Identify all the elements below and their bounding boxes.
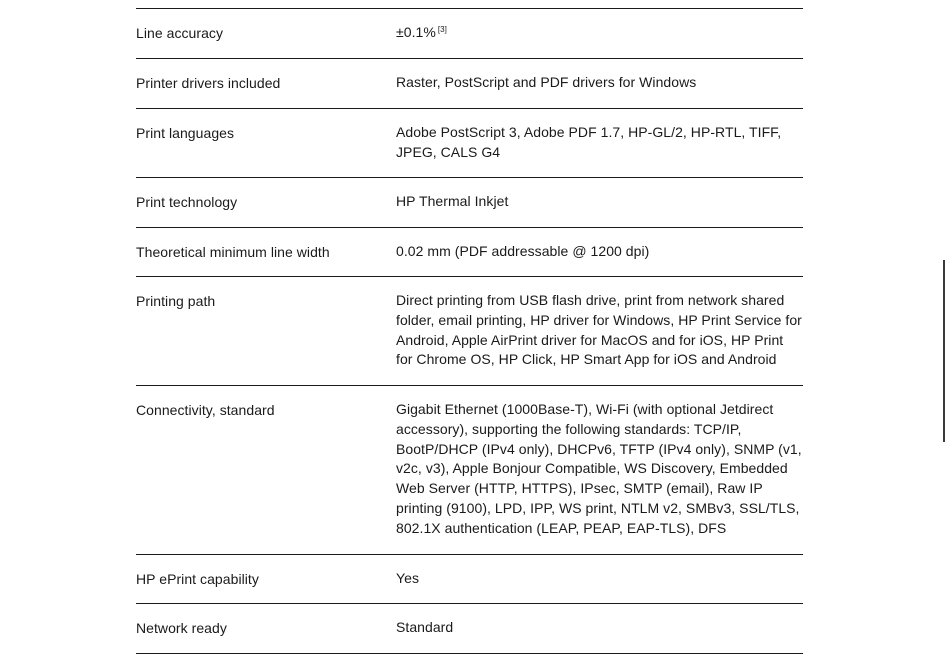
spec-value: Gigabit Ethernet (1000Base-T), Wi-Fi (with optional Jetdirect accessory), supporting the following standards: TCP/IP, BootP/DHCP (IPv4 only), DHCPv6, TFTP (IPv4 only), SNMP (v1, v2c, v3), Apple Bonjour Compatible, WS Discovery, Embedded Web Server (HTTP, HTTPS), IPsec, SMTP (email), Raw IP printing (9100), LPD, IPP, WS print, NTLM v2, SMBv3, SSL/TLS, 802.1X authentication (LEAP, PEAP, EAP-TLS), DFS <box>396 401 802 536</box>
spec-row-line-accuracy <box>136 9 803 59</box>
spec-value: 0.02 mm (PDF addressable @ 1200 dpi) <box>396 243 650 259</box>
spec-label: Printing path <box>136 293 216 309</box>
spec-label: Connectivity, standard <box>136 402 275 418</box>
spec-value: Yes <box>396 570 419 586</box>
footnote-link[interactable]: [3] <box>437 25 447 34</box>
spec-row-eprint <box>136 555 803 604</box>
spec-row-network-ready <box>136 604 803 654</box>
spec-value: Raster, PostScript and PDF drivers for Windows <box>396 74 697 90</box>
spec-label: Printer drivers included <box>136 75 281 91</box>
spec-value <box>396 23 803 43</box>
spec-value: Standard <box>396 619 454 635</box>
specifications-table <box>136 8 803 654</box>
spec-label: HP ePrint capability <box>136 571 259 587</box>
spec-row-printing-path <box>136 277 803 386</box>
spec-label: Theoretical minimum line width <box>136 244 330 260</box>
spec-label: Line accuracy <box>136 25 224 41</box>
spec-row-print-technology <box>136 178 803 228</box>
spec-row-printer-drivers <box>136 59 803 109</box>
spec-value: Adobe PostScript 3, Adobe PDF 1.7, HP-GL/2, HP-RTL, TIFF, JPEG, CALS G4 <box>396 124 782 160</box>
spec-label: Print languages <box>136 125 235 141</box>
spec-label: Network ready <box>136 620 227 636</box>
spec-row-connectivity <box>136 386 803 555</box>
spec-value: Direct printing from USB flash drive, print from network shared folder, email printing, HP driver for Windows, HP Print Service for Android, Apple AirPrint driver for MacOS and for iOS, HP Print for Chrome OS, HP Click, HP Smart App for iOS and Android <box>396 292 802 368</box>
spec-row-print-languages <box>136 109 803 178</box>
spec-row-min-line-width <box>136 228 803 277</box>
spec-value-text: ±0.1% <box>396 24 436 40</box>
spec-label: Print technology <box>136 194 238 210</box>
spec-value: HP Thermal Inkjet <box>396 193 509 209</box>
